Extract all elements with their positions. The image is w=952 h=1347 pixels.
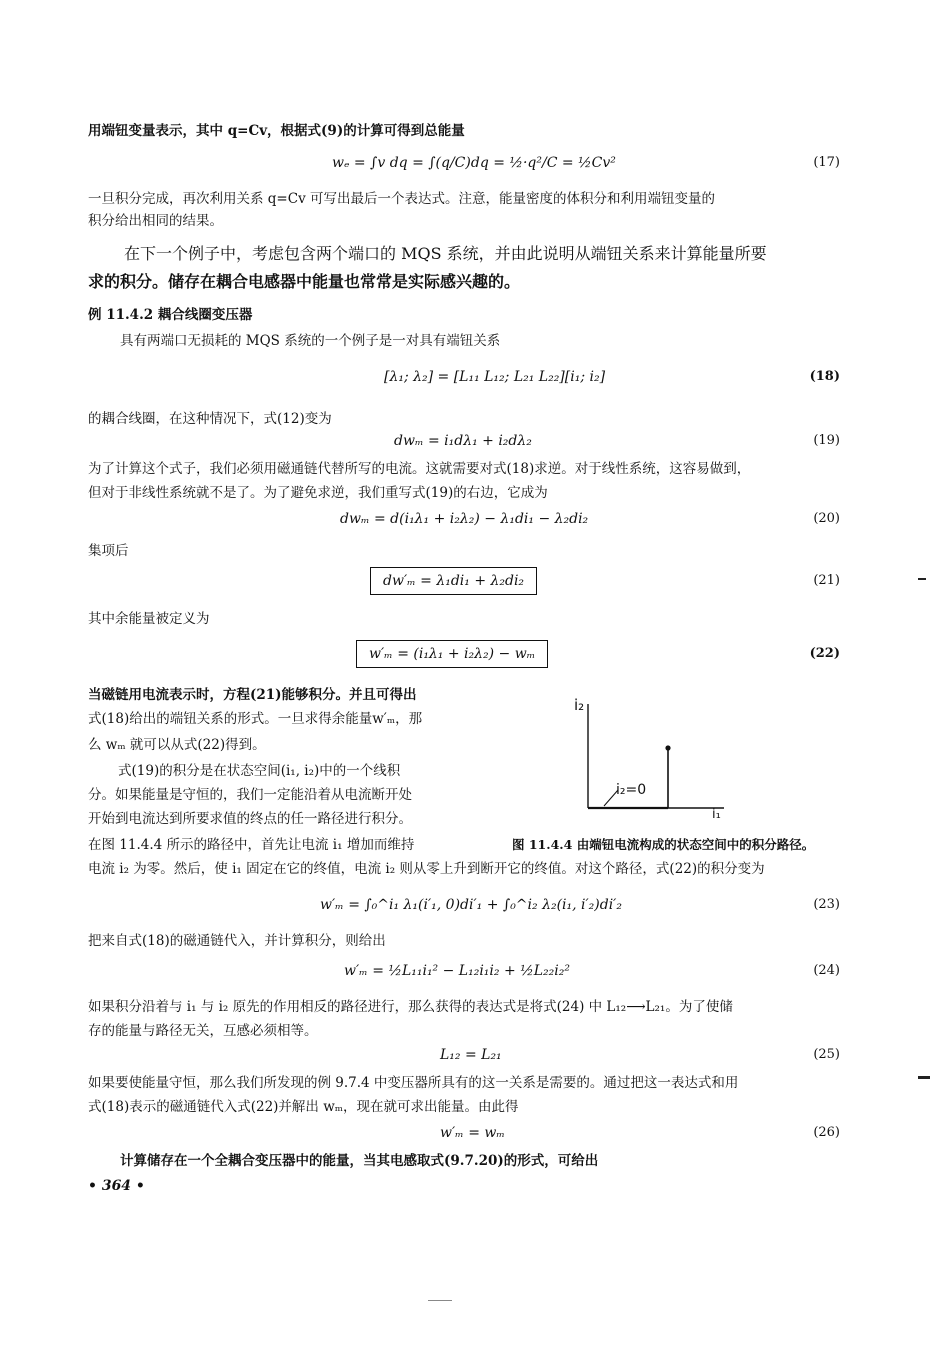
equation-number: (25) — [813, 1047, 840, 1062]
equation-number: (21) — [813, 573, 840, 588]
page-number: • 364 • — [88, 1178, 145, 1194]
equation-19: dwₘ = i₁dλ₁ + i₂dλ₂ — [394, 433, 532, 449]
text-line: 开始到电流达到所要求值的终点的任一路径进行积分。 — [88, 811, 412, 827]
text-line: 式(18)表示的磁通链代入式(22)并解出 wₘ，现在就可求出能量。由此得 — [88, 1099, 519, 1115]
y-axis-label: i₂ — [574, 696, 585, 714]
text-line: 在图 11.4.4 所示的路径中，首先让电流 i₁ 增加而维持 — [88, 837, 415, 853]
equation-21: dw′ₘ = λ₁di₁ + λ₂di₂ — [370, 567, 537, 595]
equation-26: w′ₘ = wₘ — [440, 1125, 505, 1141]
example-heading: 例 11.4.2 耦合线圈变压器 — [88, 307, 253, 323]
state-space-figure — [566, 690, 736, 820]
text-line: 式(18)给出的端钮关系的形式。一旦求得余能量w′ₘ，那 — [88, 711, 423, 727]
text-line: 其中余能量被定义为 — [88, 611, 210, 627]
equation-number: (24) — [813, 963, 840, 978]
figure-caption: 图 11.4.4 由端钮电流构成的状态空间中的积分路径。 — [512, 837, 815, 852]
path-endpoint — [665, 745, 670, 750]
text-line: 如果积分沿着与 i₁ 与 i₂ 原先的作用相反的路径进行，那么获得的表达式是将式(24) 中 L₁₂⟶L₂₁。为了使储 — [88, 999, 733, 1015]
equation-number: (19) — [813, 433, 840, 448]
text-line: 电流 i₂ 为零。然后，使 i₁ 固定在它的终值，电流 i₂ 则从零上升到断开它的终值。对这个路径，式(22)的积分变为 — [88, 861, 765, 877]
text-line: 用端钮变量表示，其中 q=Cv，根据式(9)的计算可得到总能量 — [88, 123, 465, 139]
text-line: 具有两端口无损耗的 MQS 系统的一个例子是一对具有端钮关系 — [120, 333, 501, 349]
text-line: 计算储存在一个全耦合变压器中的能量，当其电感取式(9.7.20)的形式，可给出 — [120, 1153, 599, 1169]
equation-23: w′ₘ = ∫₀^i₁ λ₁(i′₁, 0)di′₁ + ∫₀^i₂ λ₂(i₁, i′₂)di′₂ — [320, 897, 622, 913]
text-line: 一旦积分完成，再次利用关系 q=Cv 可写出最后一个表达式。注意，能量密度的体积分和利用端钮变量的 — [88, 191, 715, 207]
equation-25: L₁₂ = L₂₁ — [440, 1047, 502, 1063]
text-line: 分。如果能量是守恒的，我们一定能沿着从电流断开处 — [88, 787, 412, 803]
text-line: 但对于非线性系统就不是了。为了避免求逆，我们重写式(19)的右边，它成为 — [88, 485, 548, 501]
x-axis-label: i₁ — [712, 807, 721, 820]
equation-number: (22) — [809, 646, 840, 661]
scan-mark — [918, 578, 926, 580]
text-line: 积分给出相同的结果。 — [88, 213, 223, 229]
equation-24: w′ₘ = ½L₁₁i₁² − L₁₂i₁i₂ + ½L₂₂i₂² — [344, 963, 570, 979]
equation-18: [λ₁; λ₂] = [L₁₁ L₁₂; L₂₁ L₂₂][i₁; i₂] — [384, 369, 606, 385]
equation-number: (26) — [813, 1125, 840, 1140]
text-line: 把来自式(18)的磁通链代入，并计算积分，则给出 — [88, 933, 386, 949]
equation-number: (18) — [809, 369, 840, 384]
path-label: i₂=0 — [616, 782, 647, 798]
scan-mark — [428, 1300, 452, 1301]
equation-number: (20) — [813, 511, 840, 526]
equation-number: (23) — [813, 897, 840, 912]
text-line: 为了计算这个式子，我们必须用磁通链代替所写的电流。这就需要对式(18)求逆。对于线性系统，这容易做到， — [88, 461, 751, 477]
text-line: 求的积分。储存在耦合电感器中能量也常常是实际感兴趣的。 — [88, 272, 521, 291]
equation-number: (17) — [813, 155, 840, 170]
text-line: 存的能量与路径无关，互感必须相等。 — [88, 1023, 318, 1039]
text-line: 在下一个例子中，考虑包含两个端口的 MQS 系统，并由此说明从端钮关系来计算能量所要 — [124, 244, 767, 263]
equation-17: wₑ = ∫v dq = ∫(q/C)dq = ½·q²/C = ½Cv² — [332, 155, 616, 171]
text-line: 如果要使能量守恒，那么我们所发现的例 9.7.4 中变压器所具有的这一关系是需要的。通过把这一表达式和用 — [88, 1075, 739, 1091]
equation-20: dwₘ = d(i₁λ₁ + i₂λ₂) − λ₁di₁ − λ₂di₂ — [340, 511, 589, 527]
text-line: 式(19)的积分是在状态空间(i₁, i₂)中的一个线积 — [118, 763, 401, 779]
text-line: 么 wₘ 就可以从式(22)得到。 — [88, 737, 266, 753]
text-line: 的耦合线圈，在这种情况下，式(12)变为 — [88, 411, 332, 427]
scan-mark — [918, 1076, 930, 1079]
text-line: 集项后 — [88, 543, 129, 559]
equation-22: w′ₘ = (i₁λ₁ + i₂λ₂) − wₘ — [356, 640, 548, 668]
text-line: 当磁链用电流表示时，方程(21)能够积分。并且可得出 — [88, 687, 417, 703]
